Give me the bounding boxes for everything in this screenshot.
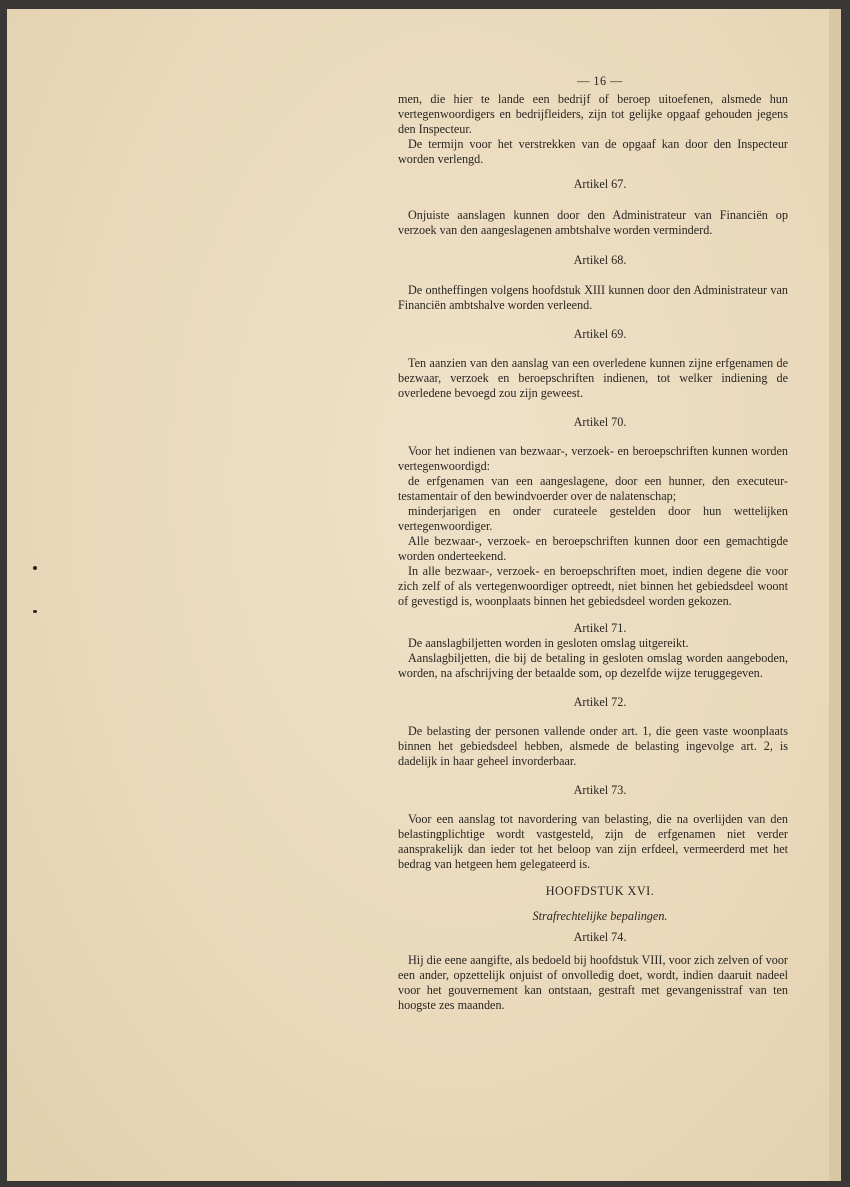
page-edge	[829, 9, 841, 1181]
page-text	[398, 74, 788, 1013]
article-heading: Artikel 72.	[573, 695, 627, 709]
paragraph: De termijn voor het verstrekken van de opgaaf kan door den Inspecteur worden verlengd.	[398, 137, 788, 166]
page-number: — 16 —	[577, 74, 623, 88]
article-heading: Artikel 74.	[573, 930, 627, 944]
paragraph: Hij die eene aangifte, als bedoeld bij hoofdstuk VIII, voor zich zelven of voor een ander, opzettelijk onjuist of onvolledig doet, wordt, indien daaruit nadeel voor het gouvernement kan ontstaan, gestraft met gevangenisstraf van ten hoogste zes maanden.	[398, 953, 788, 1012]
article-heading: Artikel 69.	[573, 327, 627, 341]
punch-hole	[33, 610, 37, 613]
paragraph: De ontheffingen volgens hoofdstuk XIII kunnen door den Administrateur van Financiën ambtshalve worden verleend.	[398, 283, 788, 312]
punch-hole	[33, 566, 37, 570]
chapter-subtitle: Strafrechtelijke bepalingen.	[532, 909, 668, 923]
paragraph: Aanslagbiljetten, die bij de betaling in gesloten omslag worden aangeboden, worden, na afschrijving der betaalde som, op dezelfde wijze teruggegeven.	[398, 651, 788, 680]
paragraph: In alle bezwaar-, verzoek- en beroepschriften moet, indien degene die voor zich zelf of als vertegenwoordiger optreedt, niet binnen het gebiedsdeel woont of gevestigd is, woonplaats binnen het gebiedsdeel worden gekozen.	[398, 564, 788, 608]
article-heading: Artikel 68.	[573, 253, 627, 267]
article-heading: Artikel 67.	[573, 177, 627, 191]
paragraph: Voor een aanslag tot navordering van belasting, die na overlijden van den belastingplichtige wordt vastgesteld, zijn de erfgenamen niet verder aansprakelijk dan ieder tot het beloop van zijn erfdeel, vermeerderd met het bedrag van hetgeen hem gelegateerd is.	[398, 812, 788, 871]
paragraph: Onjuiste aanslagen kunnen door den Administrateur van Financiën op verzoek van den aangeslagenen ambtshalve worden verminderd.	[398, 208, 788, 237]
paragraph: Voor het indienen van bezwaar-, verzoek- en beroepschriften kunnen worden vertegenwoordigd:	[398, 444, 788, 473]
paragraph: De belasting der personen vallende onder art. 1, die geen vaste woonplaats binnen het gebiedsdeel hebben, alsmede de belasting ingevolge art. 2, is dadelijk in haar geheel invorderbaar.	[398, 724, 788, 768]
paragraph: De aanslagbiljetten worden in gesloten omslag uitgereikt.	[408, 636, 689, 650]
paragraph: Ten aanzien van den aanslag van een overledene kunnen zijne erfgenamen de bezwaar, verzoek en beroepschriften indienen, tot welker indiening de overledene bevoegd zou zijn geweest.	[398, 356, 788, 400]
paragraph: Alle bezwaar-, verzoek- en beroepschriften kunnen door een gemachtigde worden onderteekend.	[398, 534, 788, 563]
chapter-heading: HOOFDSTUK XVI.	[545, 884, 655, 898]
article-heading: Artikel 70.	[573, 415, 627, 429]
article-heading: Artikel 73.	[573, 783, 627, 797]
paragraph: minderjarigen en onder curateele gestelden door hun wettelijken vertegenwoordiger.	[398, 504, 788, 533]
paragraph: men, die hier te lande een bedrijf of beroep uitoefenen, alsmede hun vertegenwoordigers en bedrijfleiders, zijn tot gelijke opgaaf gehouden jegens den Inspecteur.	[398, 92, 788, 136]
paragraph: de erfgenamen van een aangeslagene, door een hunner, den executeur-testamentair of den bewindvoerder over de nalatenschap;	[398, 474, 788, 503]
article-heading: Artikel 71.	[573, 621, 627, 635]
